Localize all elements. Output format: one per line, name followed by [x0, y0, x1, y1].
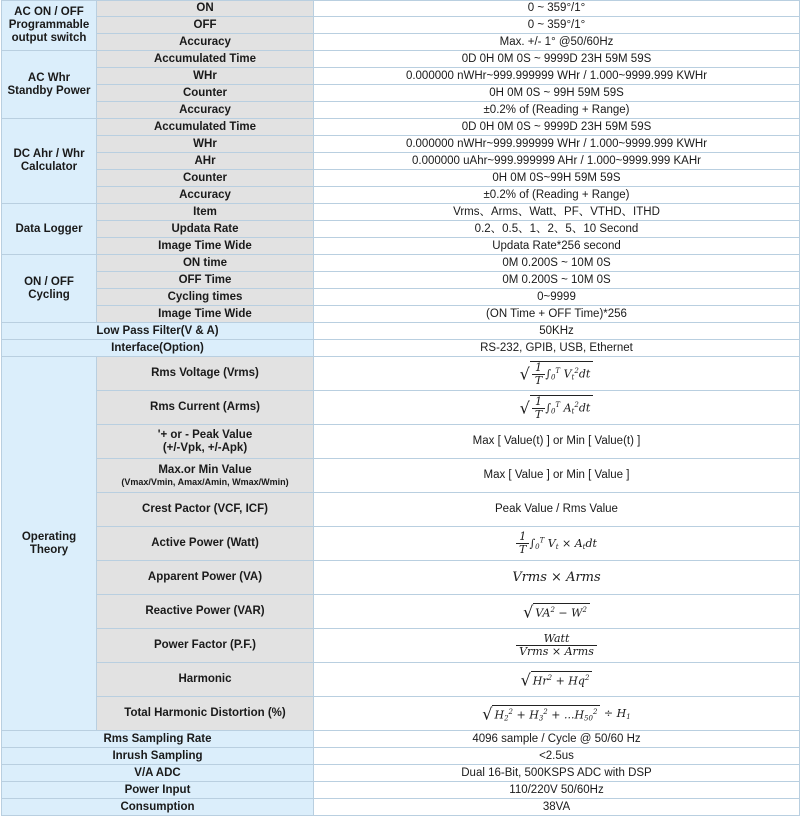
row-label: Cycling times: [97, 289, 314, 306]
row-value: 0~9999: [314, 289, 800, 306]
formula-active-power: $\frac{1}{T}$ $\int_0^T$ $V_t \times A_tdt$: [314, 527, 800, 561]
row-label: Total Harmonic Distortion (%): [97, 697, 314, 731]
row-value: <2.5us: [314, 748, 800, 765]
row-value: RS-232, GPIB, USB, Ethernet: [314, 340, 800, 357]
row-value: Max. +/- 1° @50/60Hz: [314, 34, 800, 51]
row-label: Counter: [97, 170, 314, 187]
row-value: Max [ Value ] or Min [ Value ]: [314, 459, 800, 493]
row-value: Max [ Value(t) ] or Min [ Value(t) ]: [314, 425, 800, 459]
row-label: Rms Current (Arms): [97, 391, 314, 425]
row-label: Image Time Wide: [97, 238, 314, 255]
row-label-maxmin: [97, 459, 314, 493]
row-label: Apparent Power (VA): [97, 561, 314, 595]
row-label-peak: [97, 425, 314, 459]
row-label: AHr: [97, 153, 314, 170]
row-value: Dual 16-Bit, 500KSPS ADC with DSP: [314, 765, 800, 782]
row-label: Accuracy: [97, 187, 314, 204]
row-value: (ON Time + OFF Time)*256: [314, 306, 800, 323]
row-label: Interface(Option): [2, 340, 314, 357]
row-value: 0H 0M 0S~99H 59M 59S: [314, 170, 800, 187]
row-value: 0 ~ 359°/1°: [314, 1, 800, 17]
label-line: Max.or Min Value: [158, 464, 252, 476]
row-label: Counter: [97, 85, 314, 102]
label-line: (Vmax/Vmin, Amax/Amin, Wmax/Wmin): [121, 477, 289, 487]
label-line: (+/-Vpk, +/-Apk): [162, 441, 248, 454]
formula-arms: √ $\frac{1}{T}$ $\int_0^T$ $A_t^2dt$: [314, 391, 800, 425]
row-label: Power Factor (P.F.): [97, 629, 314, 663]
formula-thd: √ $H_2^2 + H_3^2 + ...H_{50}^2 \div H_1$: [314, 697, 800, 731]
formula-power-factor: [314, 629, 800, 663]
formula-vrms: √ $\frac{1}{T}$ $\int_0^T$ $V_t^2dt$: [314, 357, 800, 391]
row-value: 0D 0H 0M 0S ~ 9999D 23H 59M 59S: [314, 51, 800, 68]
row-label: Accuracy: [97, 102, 314, 119]
row-label: Consumption: [2, 799, 314, 816]
category-cycling: ON / OFF Cycling: [2, 255, 97, 323]
label-line: '+ or - Peak Value: [157, 428, 253, 441]
row-label: ON time: [97, 255, 314, 272]
row-label: Crest Pactor (VCF, ICF): [97, 493, 314, 527]
row-value: 38VA: [314, 799, 800, 816]
row-value: ±0.2% of (Reading + Range): [314, 187, 800, 204]
row-label: WHr: [97, 68, 314, 85]
row-label: Inrush Sampling: [2, 748, 314, 765]
row-value: 0D 0H 0M 0S ~ 9999D 23H 59M 59S: [314, 119, 800, 136]
row-label: Accumulated Time: [97, 51, 314, 68]
row-value: 0M 0.200S ~ 10M 0S: [314, 272, 800, 289]
row-value: 0H 0M 0S ~ 99H 59M 59S: [314, 85, 800, 102]
row-label: Reactive Power (VAR): [97, 595, 314, 629]
row-label: Image Time Wide: [97, 306, 314, 323]
row-value: Vrms、Arms、Watt、PF、VTHD、ITHD: [314, 204, 800, 221]
pf-denominator: Vrms × Arms: [519, 645, 594, 658]
row-label: Updata Rate: [97, 221, 314, 238]
row-label: Item: [97, 204, 314, 221]
row-label: Harmonic: [97, 663, 314, 697]
row-label: Active Power (Watt): [97, 527, 314, 561]
category-data-logger: Data Logger: [2, 204, 97, 255]
row-value: 0.000000 nWHr~999.999999 WHr / 1.000~9999.999 KWHr: [314, 136, 800, 153]
category-operating-theory: Operating Theory: [2, 357, 97, 731]
category-ac-switch: AC ON / OFF Programmable output switch: [2, 1, 97, 51]
row-label: Rms Sampling Rate: [2, 731, 314, 748]
row-label: Rms Voltage (Vrms): [97, 357, 314, 391]
formula-harmonic: √ $Hr^2 + Hq^2$: [314, 663, 800, 697]
row-value: 0.000000 nWHr~999.999999 WHr / 1.000~9999.999 KWHr: [314, 68, 800, 85]
row-label: Accumulated Time: [97, 119, 314, 136]
row-label: V/A ADC: [2, 765, 314, 782]
row-value: 0 ~ 359°/1°: [314, 17, 800, 34]
row-value: 0.000000 uAhr~999.999999 AHr / 1.000~9999.999 KAHr: [314, 153, 800, 170]
row-label: Power Input: [2, 782, 314, 799]
row-value: ±0.2% of (Reading + Range): [314, 102, 800, 119]
pf-numerator: Watt: [516, 633, 597, 646]
row-value: 50KHz: [314, 323, 800, 340]
row-label: OFF: [97, 17, 314, 34]
row-value: Updata Rate*256 second: [314, 238, 800, 255]
row-label: Low Pass Filter(V & A): [2, 323, 314, 340]
spec-table: [1, 0, 800, 816]
row-label: OFF Time: [97, 272, 314, 289]
row-label: Accuracy: [97, 34, 314, 51]
formula-reactive-power: √ $VA^2 - W^2$: [314, 595, 800, 629]
row-value: 0M 0.200S ~ 10M 0S: [314, 255, 800, 272]
row-label: ON: [97, 1, 314, 17]
row-value: 0.2、0.5、1、2、5、10 Second: [314, 221, 800, 238]
row-value: 110/220V 50/60Hz: [314, 782, 800, 799]
formula-apparent-power: Vrms × Arms: [314, 561, 800, 595]
category-ac-whr: AC Whr Standby Power: [2, 51, 97, 119]
row-value: 4096 sample / Cycle @ 50/60 Hz: [314, 731, 800, 748]
category-dc-ahr: DC Ahr / Whr Calculator: [2, 119, 97, 204]
row-value: Peak Value / Rms Value: [314, 493, 800, 527]
row-label: WHr: [97, 136, 314, 153]
